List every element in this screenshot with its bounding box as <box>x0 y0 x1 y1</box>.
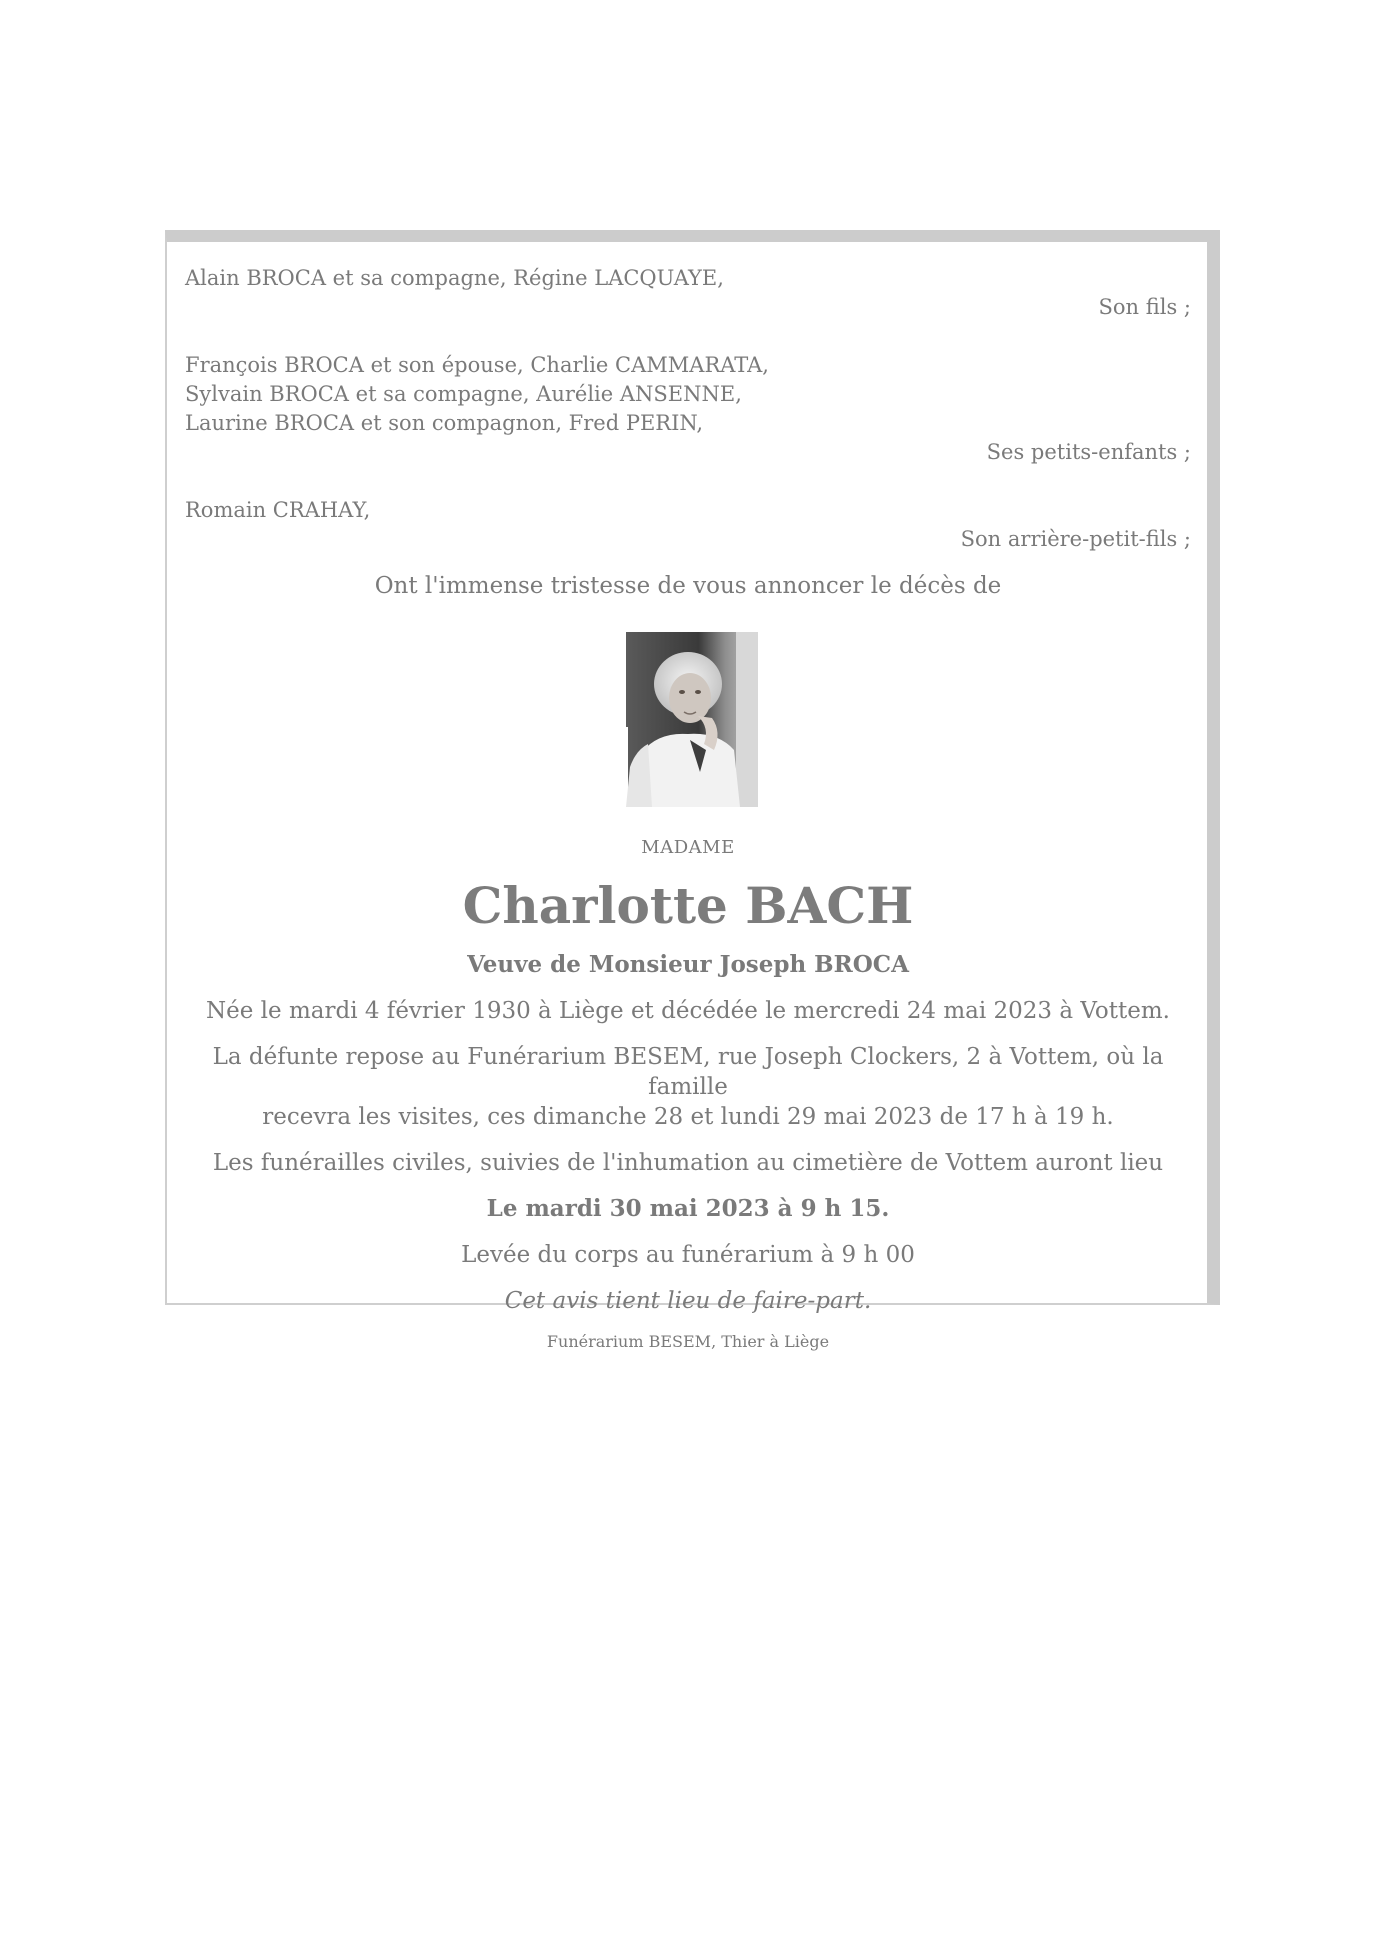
son-label: Son fils ; <box>1098 295 1191 319</box>
obituary-content <box>185 264 1191 1351</box>
honorific: MADAME <box>641 837 735 858</box>
grandchild-entry: Sylvain BROCA et sa compagne, Aurélie ANSENNE, <box>185 382 742 406</box>
grandchild-entry: Laurine BROCA et son compagnon, Fred PERIN, <box>185 411 704 435</box>
birth-death-dates: Née le mardi 4 février 1930 à Liège et décédée le mercredi 24 mai 2023 à Vottem. <box>206 998 1170 1024</box>
notice-text: Cet avis tient lieu de faire-part. <box>504 1288 872 1314</box>
portrait-photo <box>618 632 758 807</box>
widow-of: Veuve de Monsieur Joseph BROCA <box>467 951 909 978</box>
great-grandchild-entry: Romain CRAHAY, <box>185 498 371 522</box>
funeral-date: Le mardi 30 mai 2023 à 9 h 15. <box>486 1195 890 1222</box>
funeral-intro: Les funérailles civiles, suivies de l'inhumation au cimetière de Vottem auront lieu <box>212 1150 1164 1176</box>
visitation-line-1: La défunte repose au Funérarium BESEM, rue Joseph Clockers, 2 à Vottem, où la famille <box>212 1044 1164 1100</box>
grandchildren-label: Ses petits-enfants ; <box>986 440 1191 464</box>
portrait-photo-image <box>618 632 758 807</box>
deceased-name: Charlotte BACH <box>462 876 914 935</box>
grandchild-entry: François BROCA et son épouse, Charlie CAMMARATA, <box>185 353 769 377</box>
obituary-frame <box>165 230 1220 1351</box>
levee-du-corps: Levée du corps au funérarium à 9 h 00 <box>461 1242 915 1268</box>
funeral-home: Funérarium BESEM, Thier à Liège <box>546 1332 830 1351</box>
great-grandchild-label: Son arrière-petit-fils ; <box>960 527 1191 551</box>
visitation-line-2: recevra les visites, ces dimanche 28 et lundi 29 mai 2023 de 17 h à 19 h. <box>262 1104 1114 1130</box>
son-entry: Alain BROCA et sa compagne, Régine LACQUAYE, <box>185 266 724 290</box>
visitation-info <box>185 1042 1191 1132</box>
announcement-text: Ont l'immense tristesse de vous annoncer le décès de <box>374 573 1002 599</box>
